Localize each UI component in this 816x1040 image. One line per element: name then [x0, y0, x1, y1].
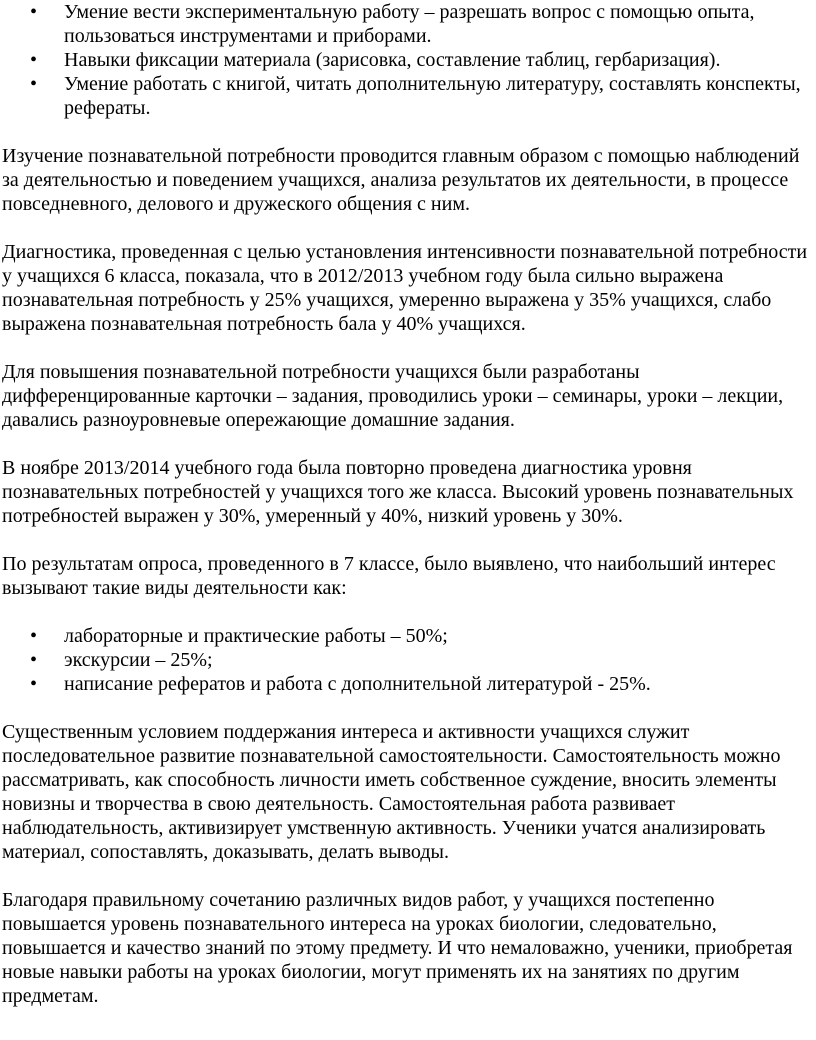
list-item: • Навыки фиксации материала (зарисовка, составление таблиц, гербаризация). [2, 48, 814, 72]
activities-list [2, 624, 814, 696]
paragraph-conclusion: Благодаря правильному сочетанию различных видов работ, у учащихся постепенно повышается уровень познавательного интереса на уроках биологии, следовательно, повышается и качество знаний по этому предмету. И что немаловажно, ученики, приобретая новые навыки работы на уроках биологии, могут применять их на занятиях по другим предметам. [2, 889, 793, 1007]
paragraph-survey-results: По результатам опроса, проведенного в 7 классе, было выявлено, что наибольший интерес вызывают такие виды деятельности как: [2, 553, 776, 599]
spacer [2, 432, 814, 456]
spacer [2, 864, 814, 888]
list-item: • написание рефератов и работа с дополнительной литературой - 25%. [2, 672, 814, 696]
spacer [2, 696, 814, 720]
spacer [2, 216, 814, 240]
spacer [2, 120, 814, 144]
list-item: • лабораторные и практические работы – 50%; [2, 624, 814, 648]
paragraph-diagnostics-2013: В ноябре 2013/2014 учебного года была повторно проведена диагностика уровня познавательных потребностей у учащихся того же класса. Высокий уровень познавательных потребностей выражен у 30%, умеренный у 40%, низкий уровень у 30%. [2, 457, 794, 527]
paragraph-diagnostics-2012: Диагностика, проведенная с целью установления интенсивности познавательной потребности у учащихся 6 класса, показала, что в 2012/2013 учебном году была сильно выражена познавательная потребность у 25% учащихся, умеренно выражена у 35% учащихся, слабо выражена познавательная потребность бала у 40% учащихся. [2, 241, 808, 335]
spacer [2, 528, 814, 552]
skills-list [2, 0, 814, 120]
list-item: • Умение вести экспериментальную работу – разрешать вопрос с помощью опыта, пользоваться инструментами и приборами. [2, 0, 814, 48]
paragraph-improvement-measures: Для повышения познавательной потребности учащихся были разработаны дифференцированные карточки – задания, проводились уроки – семинары, уроки – лекции, давались разноуровневые опережающие домашние задания. [2, 361, 784, 431]
spacer [2, 600, 814, 624]
spacer [2, 336, 814, 360]
document-page [2, 0, 814, 1008]
paragraph-study-method: Изучение познавательной потребности проводится главным образом с помощью наблюдений за деятельностью и поведением учащихся, анализа результатов их деятельности, в процессе повседневного, делового и дружеского общения с ним. [2, 145, 800, 215]
paragraph-independence: Существенным условием поддержания интереса и активности учащихся служит последовательное развитие познавательной самостоятельности. Самостоятельность можно рассматривать, как способность личности иметь собственное суждение, вносить элементы новизны и творчества в свою деятельность. Самостоятельная работа развивает наблюдательность, активизирует умственную активность. Ученики учатся анализировать материал, сопоставлять, доказывать, делать выводы. [2, 721, 781, 863]
list-item: • экскурсии – 25%; [2, 648, 814, 672]
list-item: • Умение работать с книгой, читать дополнительную литературу, составлять конспекты, рефераты. [2, 72, 814, 120]
